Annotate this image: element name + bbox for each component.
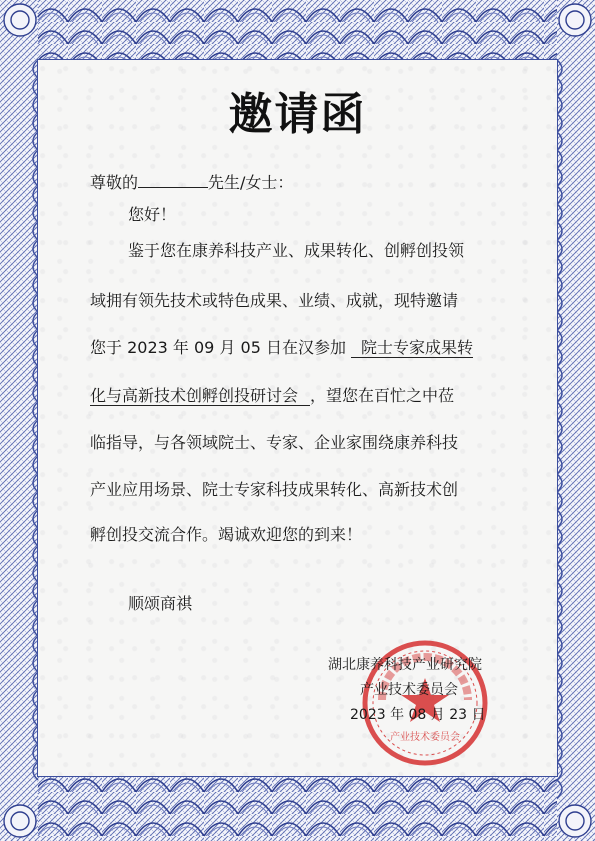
body-line-4-text: ，望您在百忙之中莅 (310, 386, 455, 405)
body-line-7: 孵创投交流合作。竭诚欢迎您的到来！ (90, 525, 363, 544)
body-line-6: 产业应用场景、院士专家科技成果转化、高新技术创 (90, 480, 459, 499)
document-title: 邀请函 (228, 89, 367, 140)
event-name-part-1: 院士专家成果转 (351, 338, 473, 358)
name-blank (138, 172, 208, 188)
closing-text: 顺颂商祺 (128, 594, 193, 613)
greeting: 您好！ (128, 205, 177, 224)
svg-text:产业技术委员会: 产业技术委员会 (390, 732, 460, 743)
body-line-4 (90, 386, 510, 406)
body-line-3 (90, 338, 510, 358)
salutation-line (90, 172, 510, 193)
body-line-2: 域拥有领先技术或特色成果、业绩、成就，现特邀请 (90, 291, 459, 310)
signature-department: 产业技术委员会 (360, 682, 458, 698)
body-line-5: 临指导，与各领域院士、专家、企业家围绕康养科技 (90, 433, 459, 452)
signature-organization: 湖北康养科技产业研究院 (328, 657, 482, 673)
body-line-3-text: 您于 2023 年 09 月 05 日在汉参加 (90, 338, 352, 357)
signature-date: 2023 年 08 月 23 日 (350, 707, 486, 723)
event-name-part-2: 化与高新技术创孵创投研讨会 (90, 386, 310, 406)
salutation-prefix: 尊敬的 (90, 173, 139, 192)
body-line-1: 鉴于您在康养科技产业、成果转化、创孵创投领 (128, 241, 465, 260)
salutation-suffix: 先生/女士： (208, 173, 294, 192)
